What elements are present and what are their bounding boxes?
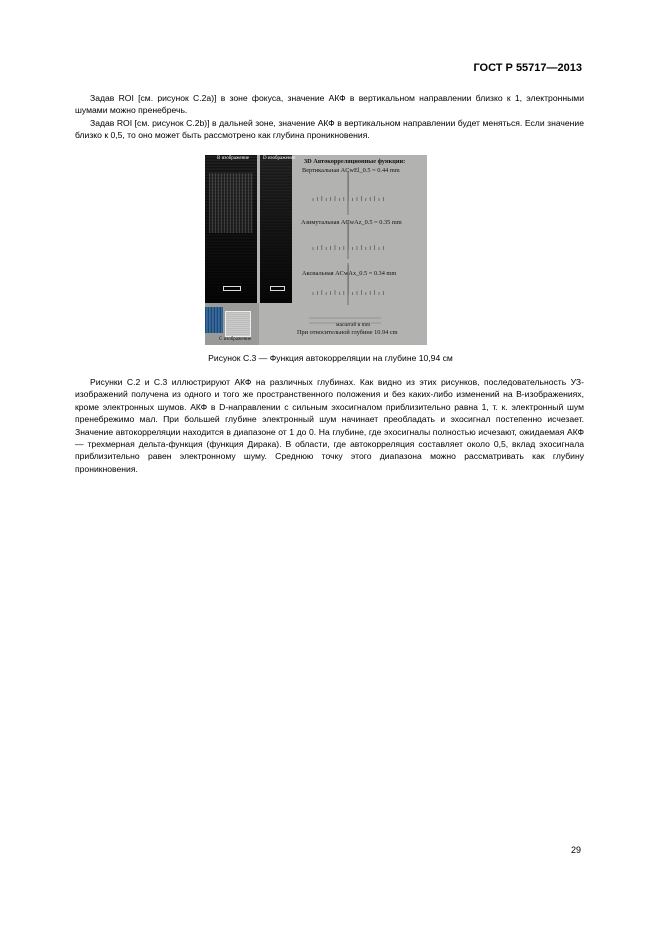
- paragraph-3: Рисунки С.2 и С.3 иллюстрируют АКФ на различных глубинах. Как видно из этих рисунков, последовательность УЗ-изображений получена из одного и того же пространственного положения и без каких-либо изменений на B-изображениях, кроме электронных шумов. АКФ в D-направлении с сильным эхосигналом приблизительно равна 1, т. к. электронный шум пренебрежимо мал. При большей глубине электронный шум начинает преобладать и эхосигнал постепенно исчезает. Значение автокорреляции находится в диапазоне от 1 до 0. На глубине, где эхосигналы полностью исчезают, ожидаемая АКФ — трехмерная дельта-функция (функция Дирака). В области, где автокорреляция составляет около 0,5, вклад эхосигнала приблизительно равен электронному шуму. Среднюю точку этого диапазона можно рассматривать как глубину проникновения.: [75, 377, 584, 474]
- paragraph-1: Задав ROI [см. рисунок С.2а)] в зоне фокуса, значение АКФ в вертикальном направлении близко к 1, электронными шумами можно пренебречь.: [75, 93, 584, 116]
- b-image-label: B изображение: [217, 156, 250, 161]
- c-image-label: C изображение: [219, 337, 252, 342]
- paragraph-2: Задав ROI [см. рисунок С.2b)] в дальней зоне, значение АКФ в вертикальном направлении будет меняться. Если значение близко к 0,5, то оно может быть рассмотрено как глубина проникновения.: [75, 118, 584, 141]
- acf-plots: [295, 155, 427, 345]
- vertical-acf-label: Вертикальная ACwEl_0.5 = 0.44 mm: [302, 167, 400, 174]
- roi-marker: [223, 286, 241, 291]
- b-image-panel: [205, 155, 257, 303]
- azimuthal-acf-label: Азимутальная ACwAz_0.5 = 0.35 mm: [301, 219, 402, 226]
- figure-title: 3D Автокорреляционные функции:: [304, 158, 406, 165]
- scale-label: масштаб в mm: [336, 322, 371, 328]
- axial-acf-label: Аксиальная ACwAx_0.5 = 0.34 mm: [302, 270, 397, 277]
- d-image-label: D изображение: [263, 156, 296, 161]
- d-image-panel: [260, 155, 292, 303]
- roi-marker: [270, 286, 285, 291]
- figure-caption: Рисунок С.3 — Функция автокорреляции на глубине 10,94 см: [208, 353, 453, 363]
- autocorrelation-figure: [205, 155, 427, 345]
- speckle-texture: [209, 173, 253, 233]
- c-image-roi: [225, 311, 251, 337]
- depth-label: При относительной глубине 10.94 cm: [297, 329, 398, 336]
- page-number: 29: [570, 845, 581, 855]
- c-image-color-strip: [205, 307, 223, 333]
- document-header: ГОСТ Р 55717—2013: [473, 62, 582, 74]
